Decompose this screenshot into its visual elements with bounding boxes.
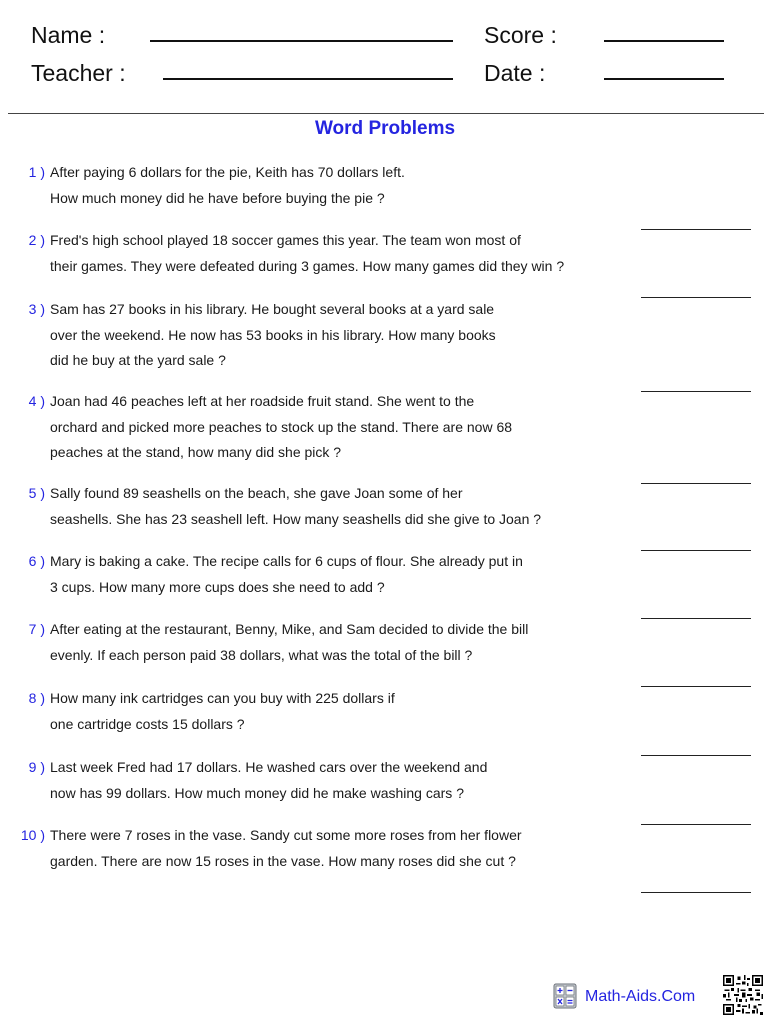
problem-number: 7 ) — [28, 621, 45, 637]
problem-number: 6 ) — [28, 553, 45, 569]
problem-number: 8 ) — [28, 690, 45, 706]
problem-number: 2 ) — [28, 232, 45, 248]
problem-text-line: over the weekend. He now has 53 books in his library. How many books — [50, 326, 496, 343]
problem-text-line: Sam has 27 books in his library. He bought several books at a yard sale — [50, 301, 495, 317]
problem-number: 3 ) — [28, 301, 45, 317]
problem-text-line: Sally found 89 seashells on the beach, she gave Joan some of her — [50, 485, 463, 501]
answer-blank[interactable] — [641, 755, 751, 756]
problem-text-line: peaches at the stand, how many did she pick ? — [50, 444, 342, 460]
problem-text-line: 3 cups. How many more cups does she need to add ? — [50, 578, 385, 595]
problem-text-line: orchard and picked more peaches to stock up the stand. There are now 68 — [50, 418, 513, 435]
problem-number: 5 ) — [28, 485, 45, 501]
problem-number: 9 ) — [28, 759, 45, 775]
worksheet-title: Word Problems — [314, 118, 456, 139]
answer-blank[interactable] — [641, 892, 751, 893]
answer-blank[interactable] — [641, 391, 751, 392]
problem-text-line: did he buy at the yard sale ? — [50, 352, 226, 368]
qr-code-icon — [723, 975, 763, 1015]
problem-text-line: Joan had 46 peaches left at her roadside fruit stand. She went to the — [50, 393, 475, 409]
problem-text-line: How much money did he have before buying the pie ? — [50, 189, 385, 206]
problem-text-line: one cartridge costs 15 dollars ? — [50, 715, 245, 732]
answer-blank[interactable] — [641, 297, 751, 298]
problem-number: 1 ) — [28, 164, 45, 180]
problem-number: 4 ) — [28, 393, 45, 409]
problem-text-line: There were 7 roses in the vase. Sandy cut some more roses from her flower — [50, 827, 522, 843]
problem-text-line: Last week Fred had 17 dollars. He washed cars over the weekend and — [50, 759, 488, 775]
teacher-label: Teacher : — [31, 60, 126, 86]
answer-blank[interactable] — [641, 229, 751, 230]
problem-text-line: garden. There are now 15 roses in the vase. How many roses did she cut ? — [50, 852, 516, 869]
problem-text-line: their games. They were defeated during 3 games. How many games did they win ? — [50, 257, 565, 274]
brand-link[interactable]: Math-Aids.Com — [585, 988, 696, 1005]
answer-blank[interactable] — [641, 686, 751, 687]
problem-text-line: evenly. If each person paid 38 dollars, what was the total of the bill ? — [50, 646, 473, 663]
answer-blank[interactable] — [641, 483, 751, 484]
problem-text-line: After paying 6 dollars for the pie, Keith has 70 dollars left. — [50, 164, 405, 180]
header-divider — [8, 113, 764, 114]
name-label: Name : — [31, 22, 106, 48]
answer-blank[interactable] — [641, 824, 751, 825]
problem-text-line: seashells. She has 23 seashell left. How many seashells did she give to Joan ? — [50, 510, 542, 527]
teacher-field[interactable] — [163, 78, 453, 80]
answer-blank[interactable] — [641, 550, 751, 551]
problem-number: 10 ) — [20, 827, 45, 843]
calculator-icon — [553, 983, 577, 1009]
problem-text-line: Fred's high school played 18 soccer games this year. The team won most of — [50, 232, 521, 248]
problem-text-line: After eating at the restaurant, Benny, Mike, and Sam decided to divide the bill — [50, 621, 529, 637]
answer-blank[interactable] — [641, 618, 751, 619]
name-field[interactable] — [150, 40, 453, 42]
score-field[interactable] — [604, 40, 724, 42]
problem-text-line: Mary is baking a cake. The recipe calls for 6 cups of flour. She already put in — [50, 553, 523, 569]
problem-text-line: How many ink cartridges can you buy with 225 dollars if — [50, 690, 395, 706]
date-label: Date : — [484, 60, 546, 86]
problem-text-line: now has 99 dollars. How much money did he make washing cars ? — [50, 784, 464, 801]
date-field[interactable] — [604, 78, 724, 80]
score-label: Score : — [484, 22, 557, 48]
